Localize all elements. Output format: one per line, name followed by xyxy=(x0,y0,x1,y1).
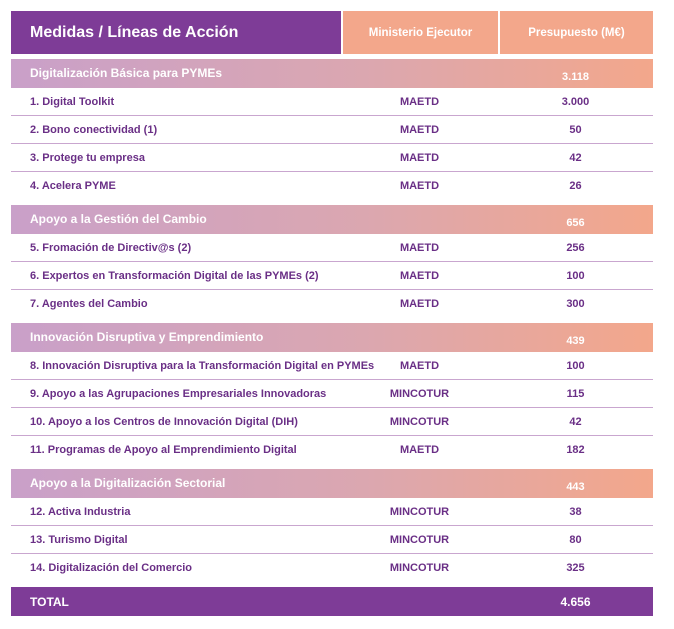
ministry-cell: MINCOTUR xyxy=(389,415,450,428)
section-total: 656 xyxy=(566,217,585,229)
section-title: Innovación Disruptiva y Emprendimiento xyxy=(30,330,264,344)
total-row xyxy=(11,587,653,616)
budget-cell: 42 xyxy=(569,151,582,164)
budget-cell: 80 xyxy=(569,533,582,546)
measure-name: 3. Protege tu empresa xyxy=(30,151,145,164)
ministry-cell: MAETD xyxy=(399,444,440,456)
table-row xyxy=(11,352,653,380)
budget-cell: 325 xyxy=(566,562,585,574)
table-row xyxy=(11,144,653,172)
measure-name: 1. Digital Toolkit xyxy=(30,95,115,108)
measure-name: 9. Apoyo a las Agrupaciones Empresariales Innovadoras xyxy=(30,387,327,400)
ministry-cell: MAETD xyxy=(399,269,440,282)
budget-cell: 38 xyxy=(569,505,582,518)
budget-cell: 256 xyxy=(566,241,585,254)
table-row xyxy=(11,290,653,318)
table-row xyxy=(11,88,653,116)
ministry-cell: MAETD xyxy=(399,359,440,372)
section-total: 439 xyxy=(566,335,585,347)
measure-name: 13. Turismo Digital xyxy=(30,533,128,546)
section-total: 443 xyxy=(566,481,585,493)
header-budget: Presupuesto (M€) xyxy=(498,11,653,54)
measure-name: 10. Apoyo a los Centros de Innovación Digital (DIH) xyxy=(30,415,298,428)
budget-cell: 42 xyxy=(569,415,582,428)
section-title: Apoyo a la Digitalización Sectorial xyxy=(30,476,226,490)
budget-cell: 300 xyxy=(566,298,585,310)
table-row xyxy=(11,262,653,290)
table-row xyxy=(11,172,653,200)
budget-cell: 100 xyxy=(566,359,585,372)
ministry-cell: MAETD xyxy=(399,151,440,164)
total-value: 4.656 xyxy=(560,594,591,609)
table-row xyxy=(11,436,653,464)
ministry-cell: MAETD xyxy=(399,180,440,192)
table-header xyxy=(11,11,653,54)
header-ministry: Ministerio Ejecutor xyxy=(341,11,498,54)
table-body xyxy=(11,54,653,582)
header-title: Medidas / Líneas de Acción xyxy=(11,11,341,54)
measure-name: 11. Programas de Apoyo al Emprendimiento Digital xyxy=(30,444,297,456)
measure-name: 8. Innovación Disruptiva para la Transformación Digital en PYMEs xyxy=(30,359,375,372)
table-row xyxy=(11,554,653,582)
ministry-cell: MINCOTUR xyxy=(389,387,450,400)
budget-table xyxy=(11,11,653,616)
table-row xyxy=(11,498,653,526)
ministry-cell: MAETD xyxy=(399,123,440,136)
section-title: Apoyo a la Gestión del Cambio xyxy=(30,212,207,226)
measure-name: 14. Digitalización del Comercio xyxy=(30,562,192,574)
measure-name: 5. Fromación de Directiv@s (2) xyxy=(30,241,192,254)
budget-cell: 26 xyxy=(569,180,582,192)
measure-name: 12. Activa Industria xyxy=(30,505,131,518)
measure-name: 2. Bono conectividad (1) xyxy=(30,123,158,136)
table-row xyxy=(11,234,653,262)
section-header xyxy=(11,323,653,352)
budget-cell: 3.000 xyxy=(561,95,590,108)
table-row xyxy=(11,526,653,554)
budget-cell: 50 xyxy=(569,123,582,136)
budget-cell: 182 xyxy=(566,444,585,456)
section-header xyxy=(11,205,653,234)
section-title: Digitalización Básica para PYMEs xyxy=(30,66,223,80)
measure-name: 4. Acelera PYME xyxy=(30,180,116,192)
ministry-cell: MAETD xyxy=(399,241,440,254)
section-header xyxy=(11,469,653,498)
table-row xyxy=(11,408,653,436)
ministry-cell: MAETD xyxy=(399,95,440,108)
ministry-cell: MAETD xyxy=(399,298,440,310)
section-header xyxy=(11,59,653,88)
ministry-cell: MINCOTUR xyxy=(389,562,450,574)
table-row xyxy=(11,380,653,408)
section-total: 3.118 xyxy=(562,71,589,83)
ministry-cell: MINCOTUR xyxy=(389,533,450,546)
total-label: TOTAL xyxy=(30,594,69,609)
ministry-cell: MINCOTUR xyxy=(389,505,450,518)
measure-name: 6. Expertos en Transformación Digital de las PYMEs (2) xyxy=(30,269,319,282)
measure-name: 7. Agentes del Cambio xyxy=(30,298,148,310)
budget-cell: 115 xyxy=(566,387,585,400)
budget-cell: 100 xyxy=(566,269,585,282)
table-row xyxy=(11,116,653,144)
